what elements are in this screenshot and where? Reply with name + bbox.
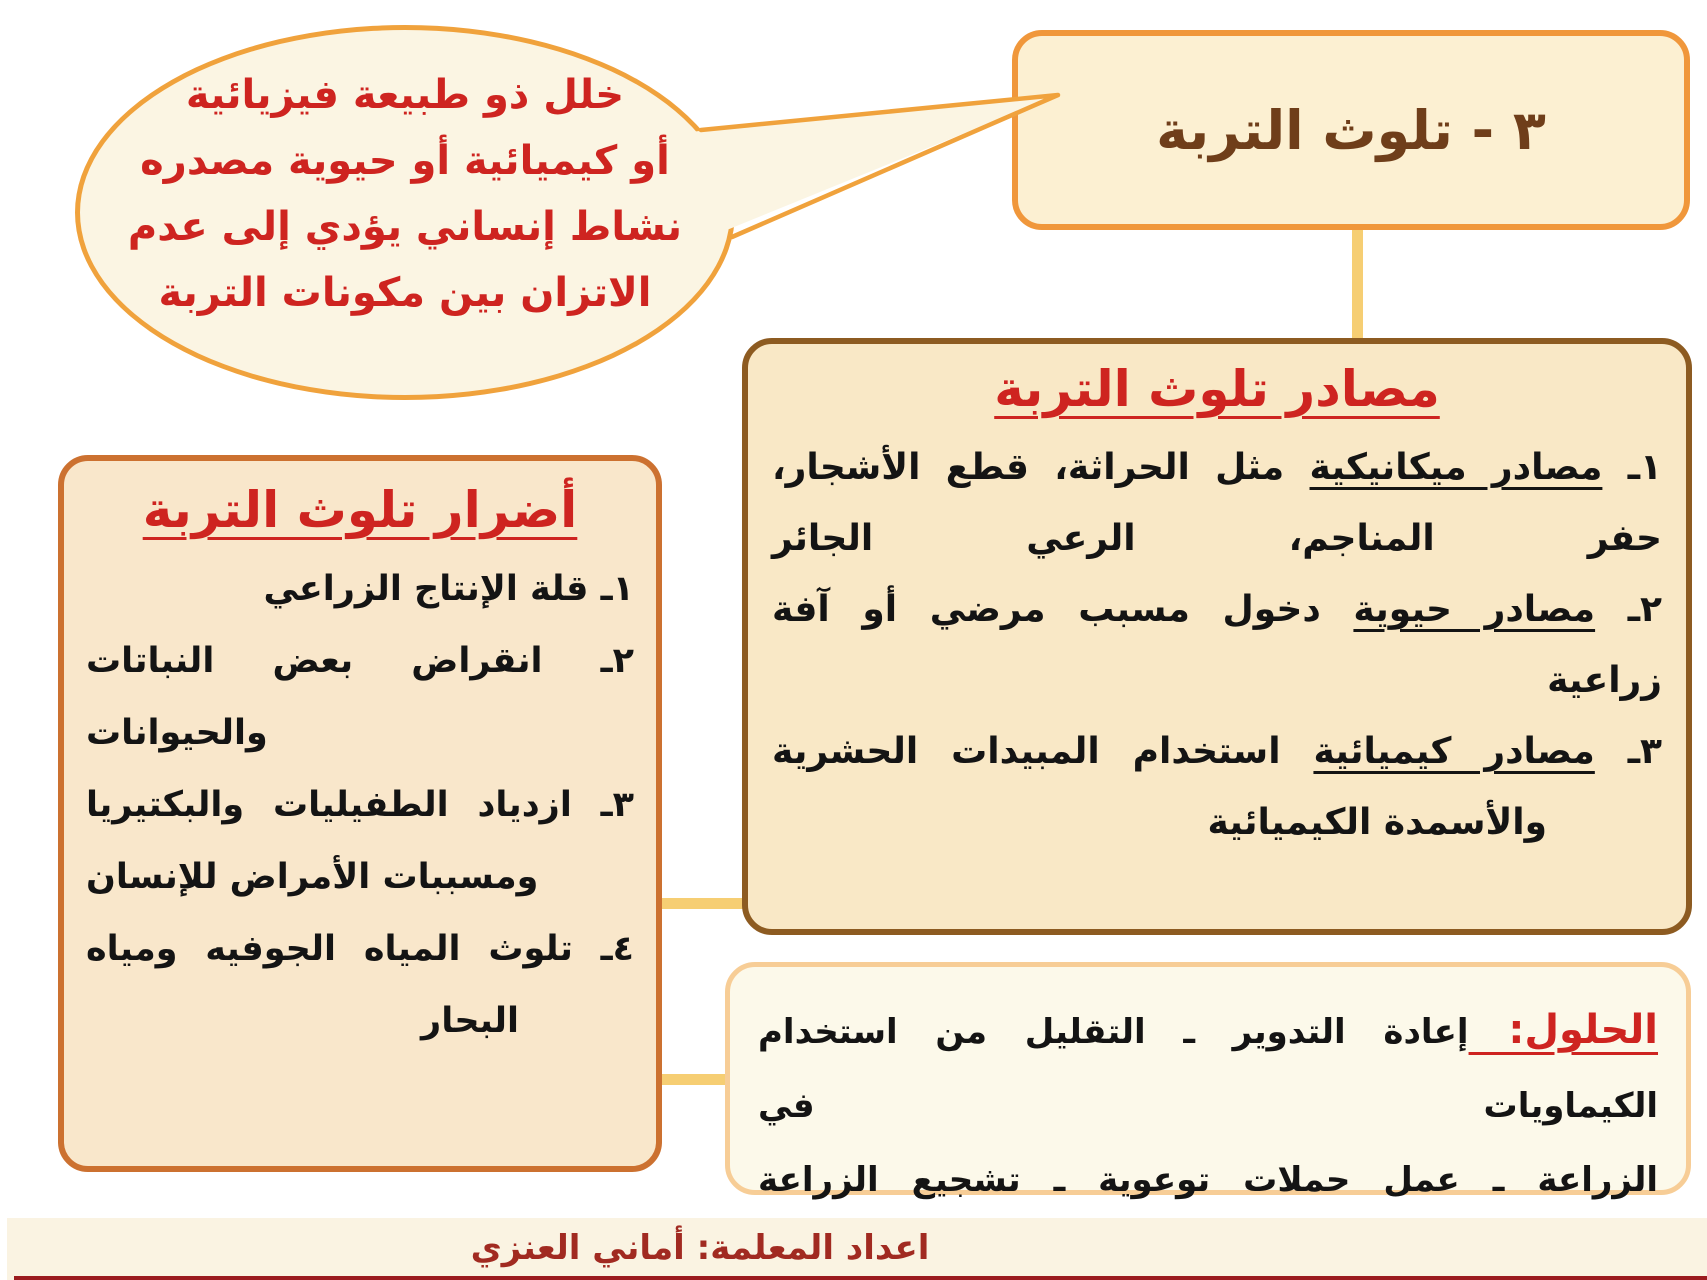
text-segment: مصادر ميكانيكية [1309, 447, 1603, 488]
text-segment: مصادر كيميائية [1313, 731, 1595, 772]
text-line [95, 62, 715, 128]
text-segment: زراعية [1547, 660, 1662, 701]
title-box [1012, 30, 1690, 230]
text-line [86, 841, 634, 913]
text-line [758, 1143, 1658, 1217]
text-segment: ٢ـ انقراض بعض النباتات [86, 641, 634, 681]
text-line [758, 993, 1658, 1143]
text-segment: إعادة التدوير ـ التقليل من استخدام الكيماويات في [758, 1012, 1658, 1126]
text-line [95, 194, 715, 260]
definition-text [95, 62, 715, 326]
text-segment: خلل ذو طبيعة فيزيائية [185, 72, 625, 118]
damages-text [86, 553, 634, 1057]
text-line [86, 625, 634, 697]
text-line [86, 985, 634, 1057]
damages-box [58, 455, 662, 1172]
solutions-text [758, 993, 1658, 1217]
sources-heading: مصادر تلوث التربة [994, 360, 1440, 418]
text-segment: ١ـ [1602, 447, 1662, 488]
sources-box [742, 338, 1692, 935]
damages-heading: أضرار تلوث التربة [142, 481, 578, 539]
text-line [772, 432, 1662, 503]
text-segment: مصادر حيوية [1353, 589, 1596, 630]
text-segment: ١ـ قلة الإنتاج الزراعي [263, 569, 634, 609]
text-segment: والحيوانات [86, 713, 268, 753]
connector-title-to-sources [1352, 228, 1363, 342]
text-segment: حفر المناجم، الرعي الجائر [772, 518, 1662, 559]
text-segment: ٢ـ [1595, 589, 1663, 630]
text-line [86, 697, 634, 769]
text-segment: ومسببات الأمراض للإنسان [86, 857, 539, 897]
text-line [772, 645, 1662, 716]
text-line [95, 128, 715, 194]
text-line [86, 553, 634, 625]
title-text: ٣ - تلوث التربة [1156, 98, 1546, 162]
text-line [95, 260, 715, 326]
text-segment: استخدام المبيدات الحشرية [772, 731, 1314, 772]
text-segment: الزراعة ـ عمل حملات توعوية ـ تشجيع الزراعة [758, 1160, 1658, 1200]
solutions-label: الحلول: [1468, 1007, 1659, 1053]
text-segment: ٤ـ تلوث المياه الجوفيه ومياه [86, 929, 634, 969]
text-segment: مثل الحراثة، قطع الأشجار، [772, 447, 1310, 488]
footer-rule [14, 1276, 1707, 1280]
connector-damages-to-sources [658, 898, 748, 909]
text-segment: دخول مسبب مرضي أو آفة [772, 589, 1354, 630]
text-segment: أو كيميائية أو حيوية مصدره [140, 138, 670, 184]
solutions-box [725, 962, 1691, 1200]
text-segment: والأسمدة الكيميائية [1207, 802, 1547, 843]
sources-text [772, 432, 1662, 858]
text-segment: نشاط إنساني يؤدي إلى عدم [127, 204, 683, 250]
text-line [772, 503, 1662, 574]
text-line [772, 574, 1662, 645]
text-line [772, 787, 1662, 858]
connector-damages-to-solutions [658, 1074, 731, 1085]
text-line [86, 769, 634, 841]
text-line [772, 716, 1662, 787]
text-segment: ٣ـ [1594, 731, 1663, 772]
text-segment: الاتزان بين مكونات التربة [158, 270, 652, 316]
text-segment: البحار [421, 1001, 519, 1041]
footer-credit: اعداد المعلمة: أماني العنزي [470, 1228, 930, 1268]
text-line [86, 913, 634, 985]
text-segment: ٣ـ ازدياد الطفيليات والبكتيريا [86, 785, 634, 825]
